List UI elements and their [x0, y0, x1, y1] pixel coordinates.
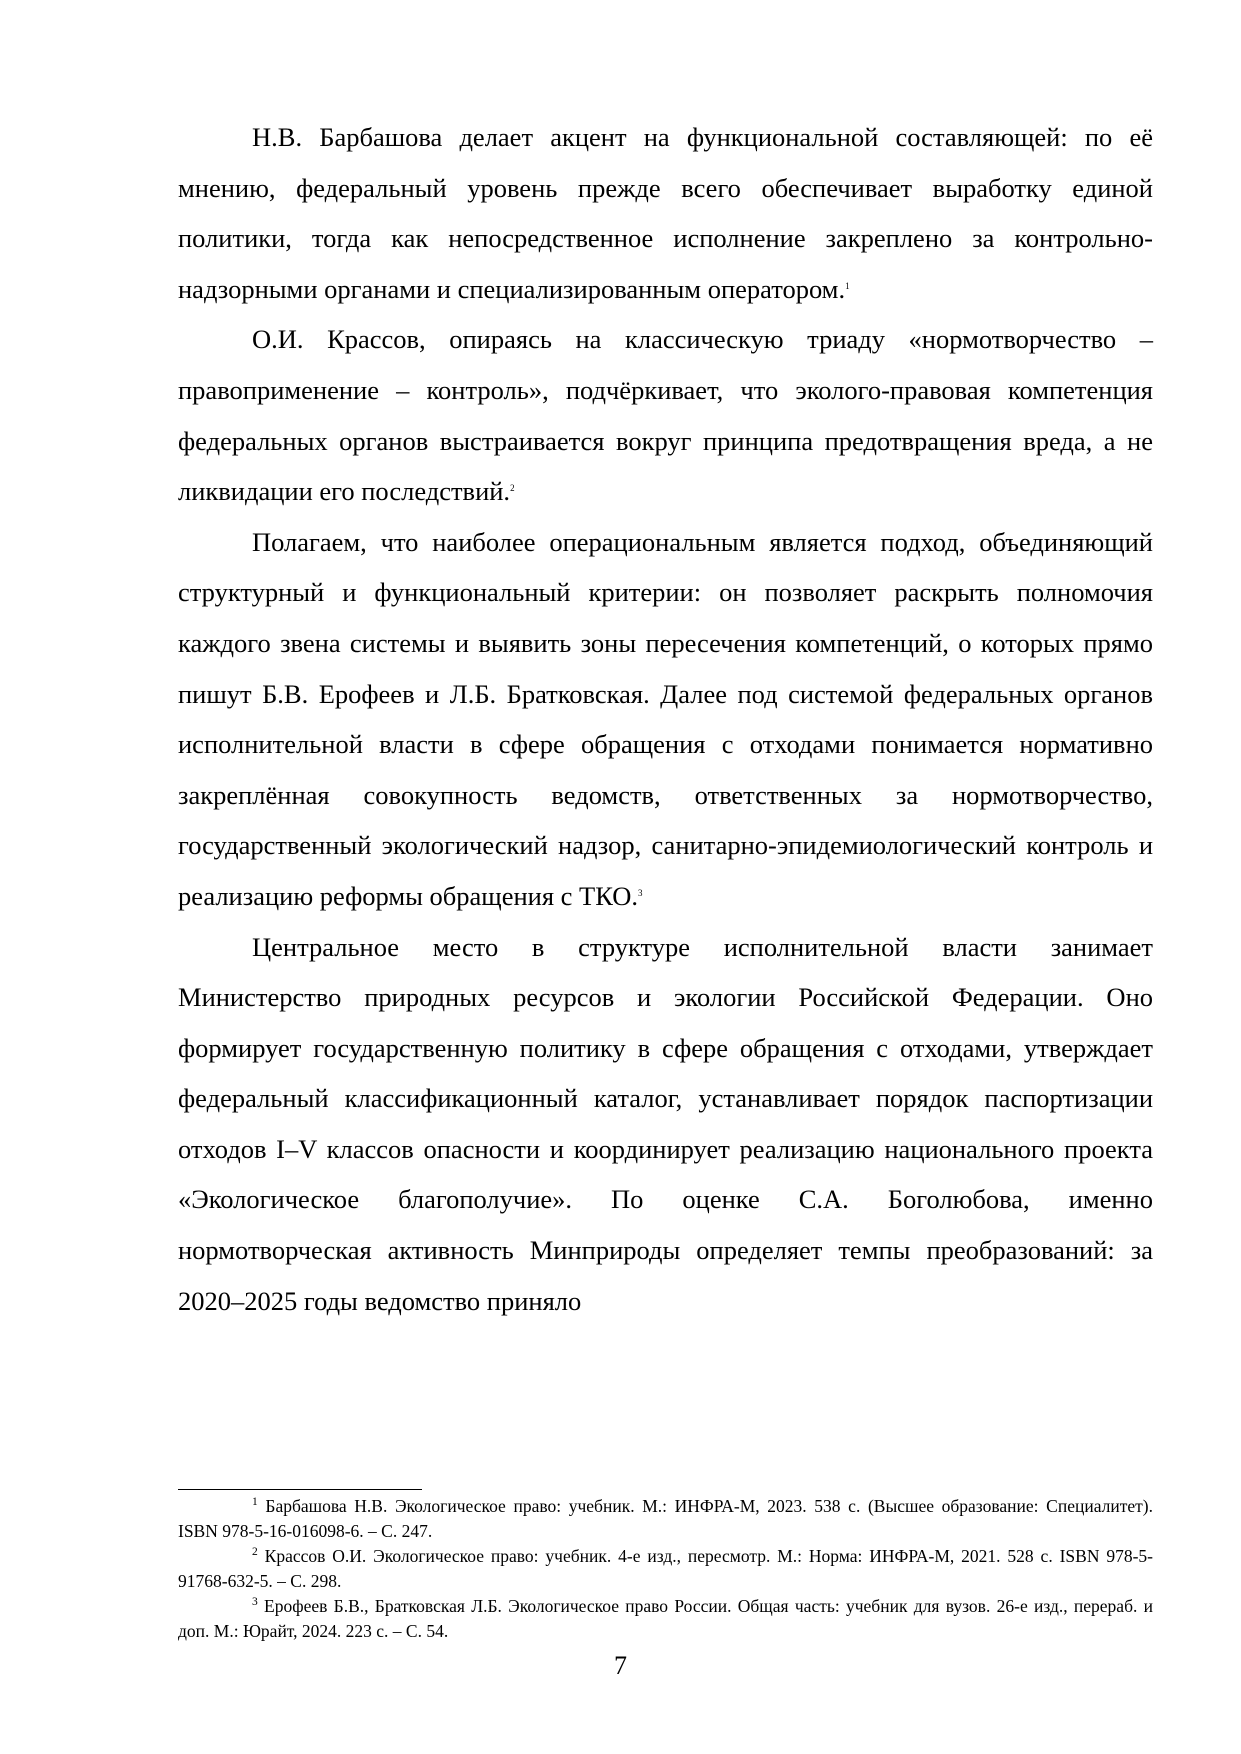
- paragraph: [178, 922, 1153, 1327]
- paragraph-text: Полагаем, что наиболее операциональным является подход, объединяющий структурный и функциональный критерии: он позволяет раскрыть полномочия каждого звена системы и выявить зоны пересечения компетенций, о которых прямо пишут Б.В. Ерофеев и Л.Б. Братковская. Далее под системой федеральных органов исполнительной власти в сфере обращения с отходами понимается нормативно закреплённая совокупность ведомств, ответственных за нормотворчество, государственный экологический надзор, санитарно-эпидемиологический контроль и реализацию реформы обращения с ТКО.: [178, 526, 1153, 911]
- footnote-number: 3: [252, 1596, 258, 1608]
- footnote-ref[interactable]: 1: [845, 280, 850, 291]
- paragraph-text: О.И. Крассов, опираясь на классическую триаду «нормотворчество – правоприменение – контроль», подчёркивает, что эколого-правовая компетенция федеральных органов выстраивается вокруг принципа предотвращения вреда, а не ликвидации его последствий.: [178, 324, 1153, 507]
- footnote-ref[interactable]: 2: [510, 483, 515, 494]
- footnote-text: Ерофеев Б.В., Братковская Л.Б. Экологическое право России. Общая часть: учебник для вузов. 26-е изд., перераб. и доп. М.: Юрайт, 2024. 223 с. – С. 54.: [178, 1596, 1154, 1641]
- footnote-text: Крассов О.И. Экологическое право: учебник. 4-е изд., пересмотр. М.: Норма: ИНФРА-М, 2021. 528 с. ISBN 978-5-91768-632-5. – С. 298.: [178, 1546, 1153, 1591]
- footnote-separator: [178, 1489, 422, 1490]
- paragraph: [178, 517, 1153, 922]
- footnotes: [178, 1494, 1153, 1644]
- paragraph: [178, 314, 1153, 516]
- paragraph: [178, 112, 1153, 314]
- footnote-number: 2: [252, 1546, 258, 1558]
- paragraph-text: Центральное место в структуре исполнительной власти занимает Министерство природных ресурсов и экологии Российской Федерации. Оно формирует государственную политику в сфере обращения с отходами, утверждает федеральный классификационный каталог, устанавливает порядок паспортизации отходов I–V классов опасности и координирует реализацию национального проекта «Экологическое благополучие». По оценке С.А. Боголюбова, именно нормотворческая активность Минприроды определяет темпы преобразований: за 2020–2025 годы ведомство приняло: [178, 931, 1153, 1316]
- footnote: [178, 1594, 1153, 1644]
- footnote-ref[interactable]: 3: [638, 887, 643, 898]
- footnote-text: Барбашова Н.В. Экологическое право: учебник. М.: ИНФРА-М, 2023. 538 с. (Высшее образование: Специалитет). ISBN 978-5-16-016098-6. – С. 247.: [178, 1496, 1153, 1541]
- page-number: 7: [614, 1651, 627, 1680]
- footnote: [178, 1544, 1153, 1594]
- paragraph-text: Н.В. Барбашова делает акцент на функциональной составляющей: по её мнению, федеральный уровень прежде всего обеспечивает выработку единой политики, тогда как непосредственное исполнение закреплено за контрольно-надзорными органами и специализированным оператором.: [178, 122, 1153, 304]
- footnote: [178, 1494, 1153, 1544]
- footnote-number: 1: [252, 1496, 258, 1508]
- body-text: [178, 112, 1153, 1326]
